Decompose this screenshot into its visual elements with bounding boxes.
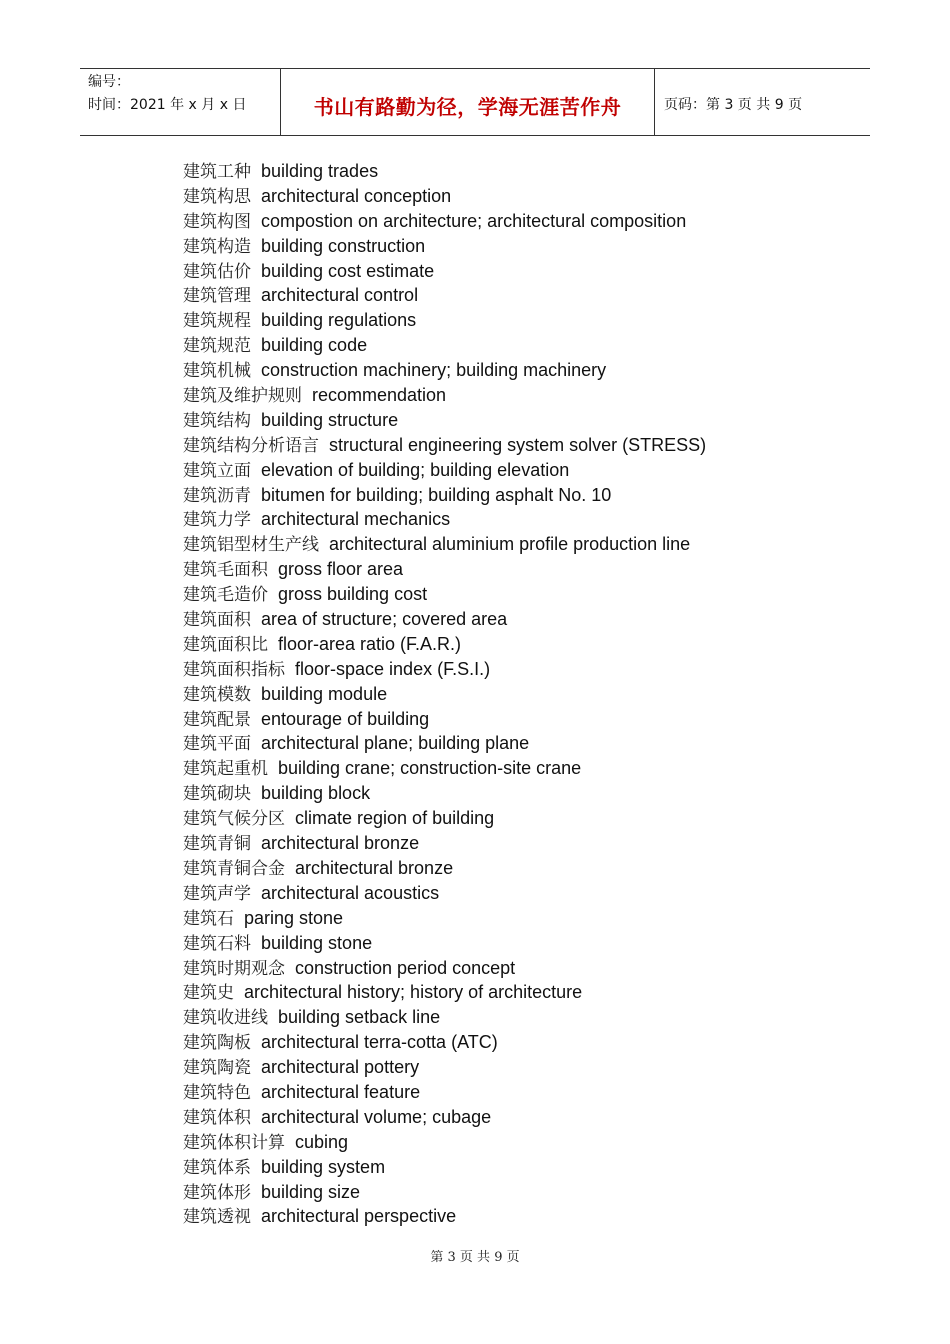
glossary-entry xyxy=(183,657,883,682)
glossary-entry xyxy=(183,1180,883,1205)
entry-chinese-term: 建筑声学 xyxy=(183,883,251,904)
glossary-entry xyxy=(183,1005,883,1030)
glossary-entry xyxy=(183,1130,883,1155)
entry-chinese-term: 建筑起重机 xyxy=(183,759,268,780)
glossary-entry xyxy=(183,806,883,831)
entry-english-term: architectural pottery xyxy=(261,1057,420,1078)
entry-chinese-term: 建筑面积比 xyxy=(183,634,268,655)
glossary-entry xyxy=(183,159,883,184)
glossary-entry xyxy=(183,333,883,358)
glossary-entry xyxy=(183,358,883,383)
entry-chinese-term: 建筑体系 xyxy=(183,1157,251,1178)
header-page-info: 页码：第 3 页 共 9 页 xyxy=(664,97,803,113)
entry-english-term: building code xyxy=(261,335,368,356)
entry-english-term: architectural bronze xyxy=(295,857,454,878)
entry-chinese-term: 建筑规范 xyxy=(183,336,251,357)
entry-english-term: entourage of building xyxy=(261,708,430,729)
entry-english-term: building construction xyxy=(261,235,426,256)
entry-english-term: architectural volume; cubage xyxy=(261,1106,492,1127)
entry-chinese-term: 建筑结构 xyxy=(183,410,251,431)
glossary-entry xyxy=(183,308,883,333)
entry-english-term: bitumen for building; building asphalt No. 10 xyxy=(261,484,612,505)
entry-english-term: climate region of building xyxy=(295,808,495,829)
glossary-entry xyxy=(183,507,883,532)
entry-english-term: structural engineering system solver (STRESS) xyxy=(329,434,707,455)
entry-chinese-term: 建筑平面 xyxy=(183,734,251,755)
glossary-entry xyxy=(183,682,883,707)
entry-english-term: gross floor area xyxy=(278,559,404,580)
entry-chinese-term: 建筑配景 xyxy=(183,709,251,730)
entry-chinese-term: 建筑收进线 xyxy=(183,1008,268,1029)
entry-english-term: floor-space index (F.S.I.) xyxy=(295,658,491,679)
entry-chinese-term: 建筑体积 xyxy=(183,1107,251,1128)
glossary-entry xyxy=(183,1155,883,1180)
glossary-entry xyxy=(183,557,883,582)
entry-english-term: cubing xyxy=(295,1131,349,1152)
glossary-entry xyxy=(183,1080,883,1105)
entry-chinese-term: 建筑特色 xyxy=(183,1082,251,1103)
glossary-list xyxy=(183,159,883,1229)
entry-english-term: gross building cost xyxy=(278,584,428,605)
glossary-entry xyxy=(183,383,883,408)
entry-english-term: paring stone xyxy=(244,907,344,928)
entry-english-term: recommendation xyxy=(312,385,447,406)
entry-chinese-term: 建筑砌块 xyxy=(183,784,251,805)
entry-chinese-term: 建筑工种 xyxy=(183,162,251,182)
entry-chinese-term: 建筑及维护规则 xyxy=(183,386,302,407)
entry-chinese-term: 建筑陶板 xyxy=(183,1033,251,1054)
glossary-entry xyxy=(183,956,883,981)
entry-chinese-term: 建筑体形 xyxy=(183,1182,251,1203)
entry-chinese-term: 建筑石 xyxy=(183,908,234,929)
header-motto-cell xyxy=(281,69,655,135)
entry-english-term: architectural conception xyxy=(261,185,452,206)
entry-english-term: building setback line xyxy=(278,1007,441,1028)
entry-chinese-term: 建筑毛面积 xyxy=(183,560,268,581)
glossary-entry xyxy=(183,234,883,259)
entry-chinese-term: 建筑管理 xyxy=(183,286,251,307)
document-date: 时间：2021 年 x 月 x 日 xyxy=(88,97,247,113)
entry-english-term: building cost estimate xyxy=(261,260,435,281)
entry-english-term: architectural history; history of architecture xyxy=(244,982,583,1003)
header-meta xyxy=(80,69,281,135)
entry-english-term: floor-area ratio (F.A.R.) xyxy=(278,633,462,654)
entry-chinese-term: 建筑透视 xyxy=(183,1207,251,1228)
entry-english-term: building regulations xyxy=(261,310,417,331)
entry-chinese-term: 建筑结构分析语言 xyxy=(183,435,319,456)
page-header xyxy=(80,68,870,136)
entry-english-term: construction period concept xyxy=(295,957,516,978)
glossary-entry xyxy=(183,433,883,458)
entry-chinese-term: 建筑机械 xyxy=(183,361,251,382)
entry-english-term: building crane; construction-site crane xyxy=(278,758,582,779)
entry-chinese-term: 建筑时期观念 xyxy=(183,958,285,979)
glossary-entry xyxy=(183,184,883,209)
entry-english-term: building system xyxy=(261,1156,386,1177)
entry-english-term: construction machinery; building machinery xyxy=(261,360,607,381)
entry-chinese-term: 建筑构图 xyxy=(183,211,251,232)
entry-chinese-term: 建筑史 xyxy=(183,983,234,1004)
glossary-entry xyxy=(183,259,883,284)
page-footer: 第 3 页 共 9 页 xyxy=(430,1250,520,1265)
entry-english-term: architectural mechanics xyxy=(261,509,451,530)
entry-english-term: building structure xyxy=(261,409,399,430)
entry-chinese-term: 建筑毛造价 xyxy=(183,585,268,606)
glossary-entry xyxy=(183,582,883,607)
document-number-label: 编号： xyxy=(88,74,130,90)
entry-chinese-term: 建筑气候分区 xyxy=(183,809,285,830)
entry-english-term: architectural perspective xyxy=(261,1206,457,1227)
glossary-entry xyxy=(183,707,883,732)
glossary-entry xyxy=(183,1204,883,1229)
entry-english-term: architectural acoustics xyxy=(261,882,440,903)
header-motto: 书山有路勤为径，学海无涯苦作舟 xyxy=(313,94,622,119)
entry-english-term: architectural feature xyxy=(261,1081,421,1102)
entry-chinese-term: 建筑构思 xyxy=(183,186,251,207)
glossary-entry xyxy=(183,731,883,756)
entry-chinese-term: 建筑模数 xyxy=(183,684,251,705)
entry-english-term: building module xyxy=(261,683,388,704)
entry-chinese-term: 建筑沥青 xyxy=(183,485,251,506)
glossary-entry xyxy=(183,931,883,956)
entry-english-term: architectural control xyxy=(261,285,419,306)
glossary-entry xyxy=(183,756,883,781)
glossary-entry xyxy=(183,831,883,856)
entry-chinese-term: 建筑青铜合金 xyxy=(183,858,285,879)
glossary-entry xyxy=(183,458,883,483)
entry-english-term: building block xyxy=(261,783,371,804)
entry-english-term: architectural bronze xyxy=(261,833,420,854)
entry-english-term: architectural plane; building plane xyxy=(261,733,530,754)
glossary-entry xyxy=(183,632,883,657)
glossary-entry xyxy=(183,607,883,632)
glossary-entry xyxy=(183,1055,883,1080)
glossary-entry xyxy=(183,980,883,1005)
glossary-entry xyxy=(183,856,883,881)
entry-chinese-term: 建筑估价 xyxy=(183,261,251,282)
entry-english-term: building stone xyxy=(261,932,373,953)
entry-chinese-term: 建筑陶瓷 xyxy=(183,1058,251,1079)
entry-chinese-term: 建筑构造 xyxy=(183,236,251,257)
entry-chinese-term: 建筑面积 xyxy=(183,610,251,631)
glossary-entry xyxy=(183,408,883,433)
entry-chinese-term: 建筑体积计算 xyxy=(183,1132,285,1153)
glossary-entry xyxy=(183,781,883,806)
glossary-entry xyxy=(183,881,883,906)
glossary-entry xyxy=(183,209,883,234)
entry-chinese-term: 建筑力学 xyxy=(183,510,251,531)
entry-chinese-term: 建筑规程 xyxy=(183,311,251,332)
entry-english-term: architectural aluminium profile production line xyxy=(329,534,691,555)
glossary-entry xyxy=(183,283,883,308)
entry-english-term: elevation of building; building elevation xyxy=(261,459,570,480)
header-page-info-cell xyxy=(655,69,870,135)
entry-chinese-term: 建筑铝型材生产线 xyxy=(183,535,319,556)
glossary-entry xyxy=(183,483,883,508)
entry-chinese-term: 建筑立面 xyxy=(183,460,251,481)
entry-chinese-term: 建筑面积指标 xyxy=(183,659,285,680)
entry-english-term: building size xyxy=(261,1181,361,1202)
entry-chinese-term: 建筑石料 xyxy=(183,933,251,954)
entry-english-term: architectural terra-cotta (ATC) xyxy=(261,1032,498,1053)
entry-english-term: compostion on architecture; architectural composition xyxy=(261,210,687,231)
entry-chinese-term: 建筑青铜 xyxy=(183,834,251,855)
glossary-entry xyxy=(183,532,883,557)
glossary-entry xyxy=(183,906,883,931)
glossary-entry xyxy=(183,1030,883,1055)
glossary-entry xyxy=(183,1105,883,1130)
entry-english-term: area of structure; covered area xyxy=(261,609,508,630)
entry-english-term: building trades xyxy=(261,161,379,181)
